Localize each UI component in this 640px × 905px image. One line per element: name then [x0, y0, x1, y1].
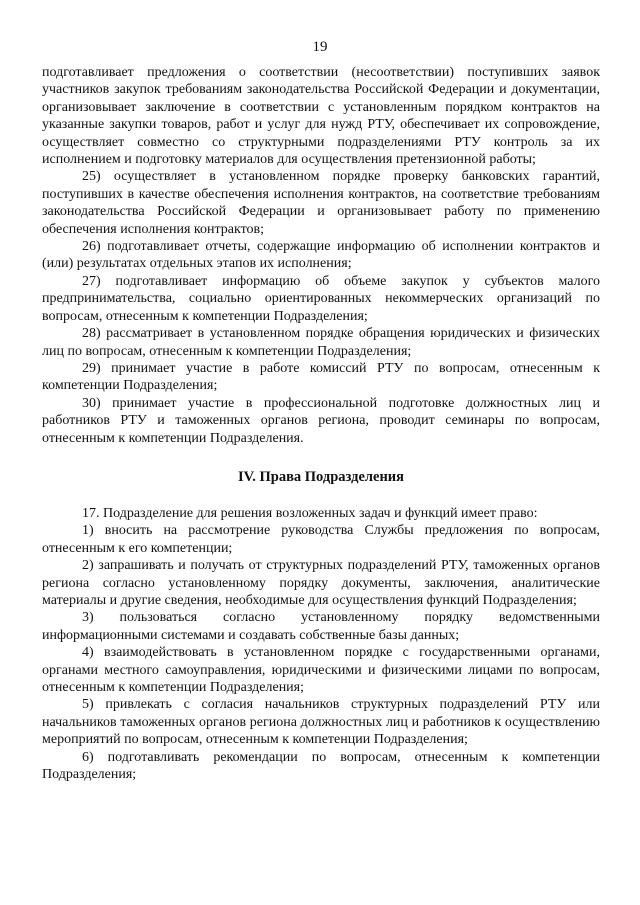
right-item-6: 6) подготавливать рекомендации по вопросам, отнесенным к компетенции Подразделения; [42, 749, 600, 783]
paragraph-30: 30) принимает участие в профессиональной подготовке должностных лиц и работников РТУ и таможенных органов региона, проводит семинары по вопросам, отнесенным к компетенции Подразделения. [42, 395, 600, 446]
right-item-4: 4) взаимодействовать в установленном порядке с государственными органами, органами местного самоуправления, юридическими и физическими лицами по вопросам, отнесенным к компетенции Подразделения; [42, 645, 600, 695]
right-item-5: 5) привлекать с согласия начальников структурных подразделений РТУ или начальников таможенных органов региона должностных лиц и работников к осуществлению мероприятий по вопросам, отнесенным к компетенции Подразделения; [42, 697, 600, 748]
right-item-2: 2) запрашивать и получать от структурных подразделений РТУ, таможенных органов региона согласно установленному порядку документы, заключения, аналитические материалы и другие сведения, необходимые для осуществления функций Подразделения; [42, 558, 600, 608]
rights-intro-paragraph: 17. Подразделение для решения возложенных задач и функций имеет право: [82, 505, 538, 521]
right-item-1: 1) вносить на рассмотрение руководства Службы предложения по вопросам, отнесенным к его компетенции; [42, 523, 600, 556]
paragraph-24-continuation: подготавливает предложения о соответствии (несоответствии) поступивших заявок участников закупок требованиям законодательства Российской Федерации и документации, организовывает заключение в соответствии с установленным порядком контрактов на указанные закупки товаров, работ и услуг для нужд РТУ, обеспечивает их сопровождение, осуществляет совместно со структурными подразделениями РТУ контроль за их исполнением и подготовку материалов для осуществления претензионной работы; [42, 65, 600, 168]
page-number: 19 [312, 39, 328, 55]
document-body [42, 64, 600, 783]
paragraph-26: 26) подготавливает отчеты, содержащие информацию об исполнении контрактов и (или) результатах отдельных этапов их исполнения; [42, 239, 600, 272]
paragraph-28: 28) рассматривает в установленном порядке обращения юридических и физических лиц по вопросам, отнесенным к компетенции Подразделения; [42, 326, 600, 359]
paragraph-25: 25) осуществляет в установленном порядке проверку банковских гарантий, поступивших в качестве обеспечения исполнения контрактов, на соответствие требованиям законодательства Российской Федерации и организовывает работу по применению обеспечения исполнения контрактов; [42, 169, 600, 237]
section-heading: IV. Права Подразделения [237, 468, 404, 485]
paragraph-29: 29) принимает участие в работе комиссий РТУ по вопросам, отнесенным к компетенции Подразделения; [42, 360, 600, 394]
right-item-3: 3) пользоваться согласно установленному порядку ведомственными информационными системами и создавать собственные базы данных; [42, 610, 600, 643]
paragraph-27: 27) подготавливает информацию об объеме закупок у субъектов малого предпринимательства, социально ориентированных некоммерческих организаций по вопросам, отнесенным к компетенции Подразделения; [42, 273, 600, 324]
